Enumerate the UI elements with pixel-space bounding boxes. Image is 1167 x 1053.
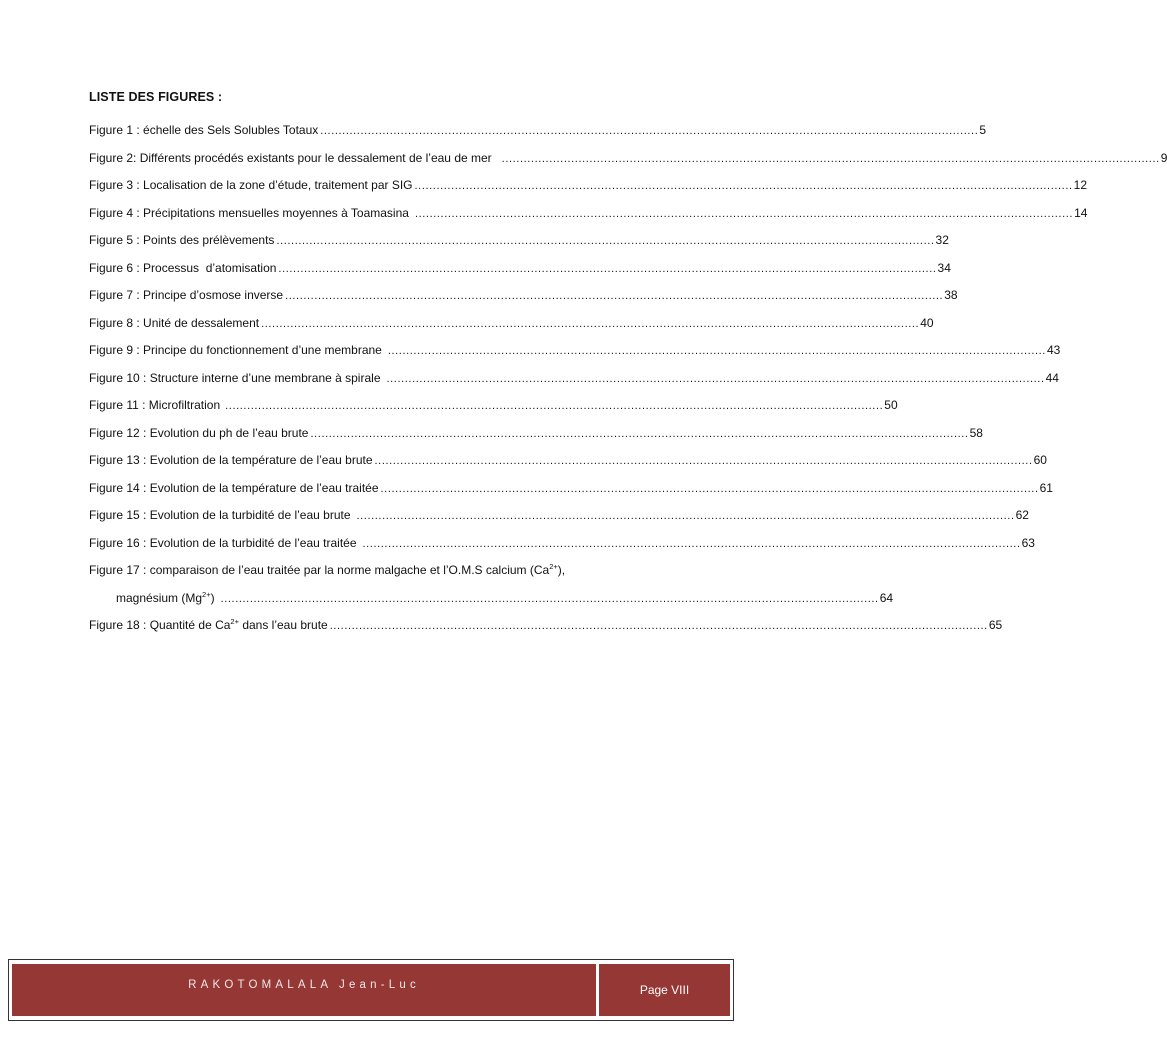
entry-title [89,618,328,632]
toc-entry-fig13[interactable] [89,453,1047,481]
toc-entry-fig10[interactable] [89,370,1059,399]
entry-page: 43 [1046,343,1061,357]
toc-entry-fig3[interactable] [89,178,1087,206]
entry-page: 5 [979,123,987,137]
toc-entry-fig7[interactable] [89,288,958,316]
entry-page: 14 [1074,205,1088,220]
entry-title [89,563,565,577]
entry-page: 62 [1015,508,1029,522]
entry-title: Figure 10 : Structure interne d’une membrane à spirale [89,370,381,385]
toc-entry-fig1[interactable] [89,123,987,151]
entry-title: Figure 2: Différents procédés existants pour le dessalement de l’eau de mer [89,150,492,165]
entry-page: 61 [1039,480,1053,495]
toc-entry-fig8[interactable] [89,315,934,344]
entry-title: Figure 13 : Evolution de la température de l’eau brute [89,453,373,467]
entry-page: 38 [944,288,958,302]
dot-leader: .................................................................................................................................................................................... [386,372,1045,385]
entry-title: Figure 5 : Points des prélèvements [89,233,275,247]
entry-title [116,591,215,605]
entry-title: Figure 14 : Evolution de la température de l’eau traitée [89,480,379,495]
toc-entry-fig17-line2[interactable] [89,589,894,619]
toc-entry-fig18[interactable] [89,617,1003,646]
dot-leader: .................................................................................................................................................................................... [261,317,920,330]
toc-entry-fig16[interactable] [89,535,1035,564]
dot-leader: .................................................................................................................................................................................... [380,482,1039,495]
entry-page: 34 [937,260,951,275]
entry-title-text: Figure 18 : Quantité de Ca [89,618,231,632]
entry-title: Figure 12 : Evolution du ph de l’eau brute [89,425,309,440]
dot-leader: .................................................................................................................................................................................... [414,207,1074,220]
dot-leader: .................................................................................................................................................................................... [501,152,1160,165]
dot-leader: .................................................................................................................................................................................... [278,262,937,275]
dot-leader: .................................................................................................................................................................................... [356,510,1015,522]
entry-title: Figure 6 : Processus d’atomisation [89,260,277,275]
toc-entry-fig17-line1[interactable] [89,563,655,591]
toc-entry-fig2[interactable] [89,150,1167,179]
entry-page: 65 [988,618,1003,632]
entry-page: 44 [1045,370,1059,385]
entry-title: Figure 4 : Précipitations mensuelles moyennes à Toamasina [89,205,409,220]
entry-title: Figure 9 : Principe du fonctionnement d’une membrane [89,343,382,357]
toc-entry-fig11[interactable] [89,398,898,426]
entry-page: 50 [884,398,898,412]
dot-leader: .................................................................................................................................................................................... [285,290,944,302]
figure-list [89,123,1167,646]
entry-page: 32 [935,233,949,247]
dot-leader: .................................................................................................................................................................................... [225,400,884,412]
entry-title: Figure 1 : échelle des Sels Solubles Totaux [89,123,319,137]
list-heading: LISTE DES FIGURES : [89,90,223,104]
toc-entry-fig14[interactable] [89,480,1053,509]
entry-page: 12 [1073,178,1087,192]
dot-leader: .................................................................................................................................................................................... [220,592,879,605]
entry-page: 58 [969,425,983,440]
toc-entry-fig5[interactable] [89,233,949,261]
entry-title: Figure 3 : Localisation de la zone d’étude, traitement par SIG [89,178,413,192]
entry-page: 9 [1160,150,1167,165]
toc-entry-fig9[interactable] [89,343,1061,371]
dot-leader: .................................................................................................................................................................................... [414,180,1073,192]
entry-title-text: Figure 17 : comparaison de l’eau traitée par la norme malgache et l’O.M.S calcium (Ca [89,563,550,577]
dot-leader: .................................................................................................................................................................................... [374,455,1033,467]
dot-leader: .................................................................................................................................................................................... [362,537,1021,550]
entry-title: Figure 15 : Evolution de la turbidité de l’eau brute [89,508,351,522]
dot-leader: .................................................................................................................................................................................... [387,345,1046,357]
superscript: 2+ [549,562,558,571]
entry-title: Figure 8 : Unité de dessalement [89,315,260,330]
entry-page: 60 [1033,453,1047,467]
footer-page-number: Page VIII [599,964,730,1016]
footer-author: RAKOTOMALALA Jean-Luc [12,964,596,1016]
toc-entry-fig4[interactable] [89,205,1088,234]
superscript: 2+ [230,617,239,626]
dot-leader: .................................................................................................................................................................................... [276,235,935,247]
dot-leader: .................................................................................................................................................................................... [310,427,969,440]
entry-title-text: ), [557,563,566,577]
toc-entry-fig12[interactable] [89,425,983,454]
superscript: 2+ [202,589,211,599]
entry-title-text: ) [210,590,215,605]
entry-title: Figure 11 : Microfiltration [89,398,221,412]
entry-title-text: dans l’eau brute [238,618,328,632]
entry-title: Figure 7 : Principe d’osmose inverse [89,288,284,302]
entry-page: 64 [879,590,894,605]
entry-page: 63 [1021,535,1035,550]
toc-entry-fig15[interactable] [89,508,1029,536]
dot-leader: .................................................................................................................................................................................... [329,620,988,632]
entry-title: Figure 16 : Evolution de la turbidité de l’eau traitée [89,535,357,550]
toc-entry-fig6[interactable] [89,260,951,289]
dot-leader: .................................................................................................................................................................................... [320,125,979,137]
entry-page: 40 [920,315,934,330]
entry-title-text: magnésium (Mg [116,590,203,605]
